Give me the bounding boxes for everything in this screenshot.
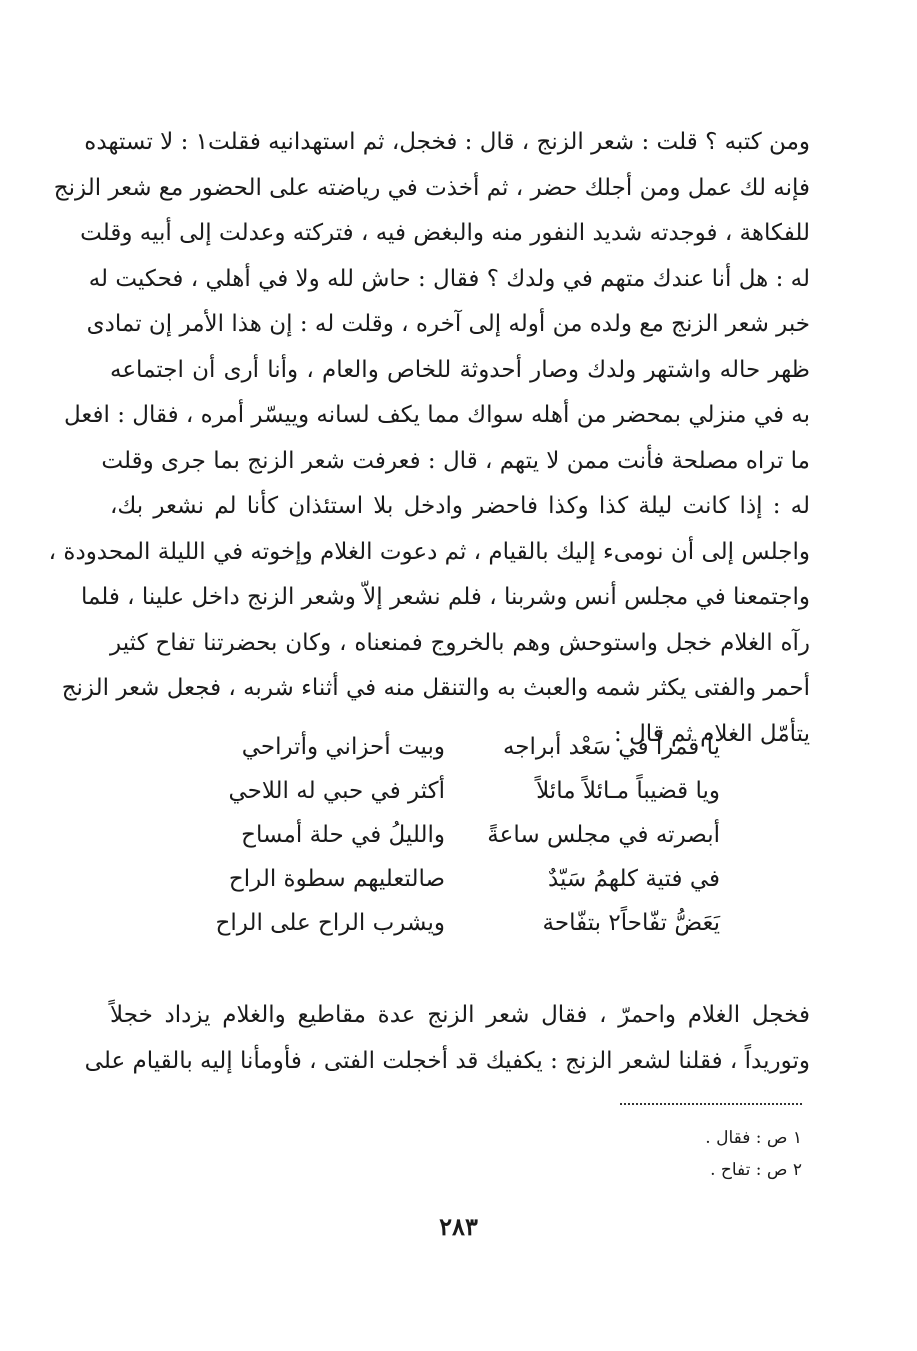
- text-line: أحمر والفتى يكثر شمه والعبث به والتنقل منه في أثناء شربه ، فجعل شعر الزنج: [61, 675, 810, 701]
- closing-paragraph: [84, 993, 810, 1084]
- poem-verse: [200, 901, 720, 945]
- poem-verse: [200, 725, 720, 769]
- text-line: به في منزلي بمحضر من أهله سواك مما يكف لسانه وييسّر أمره ، فقال : افعل: [64, 402, 810, 428]
- text-line: رآه الغلام خجل واستوحش وهم بالخروج فمنعناه ، وكان بحضرتنا تفاح كثير: [110, 629, 810, 656]
- poem-verse: [200, 813, 720, 857]
- text-line: ما تراه مصلحة فأنت ممن لا يتهم ، قال : فعرفت شعر الزنج بما جرى وقلت: [101, 447, 810, 474]
- text-line: خبر شعر الزنج مع ولده من أوله إلى آخره ، وقلت له : إن هذا الأمر إن تمادى: [86, 311, 810, 337]
- poem-verse: [200, 769, 720, 813]
- second-hemistich: أكثر في حبي له اللاحي: [228, 778, 445, 804]
- footnotes: [500, 1122, 802, 1186]
- text-line: واجتمعنا في مجلس أنس وشربنا ، فلم نشعر إلاّ وشعر الزنج داخل علينا ، فلما: [80, 584, 810, 610]
- footnote-separator: [620, 1103, 802, 1105]
- second-hemistich: ويشرب الراح على الراح: [215, 910, 445, 936]
- page-number: ٢٨٣: [439, 1212, 478, 1241]
- second-hemistich: والليلُ في حلة أمساح: [241, 822, 445, 848]
- text-line: له : هل أنا عندك متهم في ولدك ؟ فقال : حاش لله ولا في أهلي ، فحكيت له: [88, 265, 810, 292]
- first-hemistich: ويا قضيباً مـائلاً مائلاً: [536, 778, 720, 804]
- text-line: ومن كتبه ؟ قلت : شعر الزنج ، قال : فخجل، ثم استهدانيه فقلت١ : لا تستهده: [84, 129, 810, 155]
- main-paragraph: [48, 120, 810, 757]
- text-line: له : إذا كانت ليلة كذا وكذا فاحضر وادخل بلا استئذان كأنا لم نشعر بك،: [110, 493, 810, 519]
- text-line: فإنه لك عمل ومن أجلك حضر ، ثم أخذت في رياضته على الحضور مع شعر الزنج: [53, 174, 810, 201]
- first-hemistich: يا قمراً في سَعْد أبراجه: [502, 734, 720, 760]
- text-line: ظهر حاله واشتهر ولدك وصار أحدوثة للخاص والعام ، وأنا أرى أن اجتماعه: [110, 356, 810, 383]
- text-line: للفكاهة ، فوجدته شديد النفور منه والبغض فيه ، فتركته وعدلت إلى أبيه وقلت: [80, 220, 810, 246]
- poem: [200, 725, 720, 945]
- second-hemistich: صالتعليهم سطوة الراح: [228, 866, 445, 892]
- text-line: وتوريداً ، فقلنا لشعر الزنج : يكفيك قد أخجلت الفتى ، فأومأنا إليه بالقيام على: [84, 1047, 810, 1074]
- first-hemistich: في فتية كلهمُ سَيّدٌ: [547, 866, 720, 892]
- text-line: فخجل الغلام واحمرّ ، فقال شعر الزنج عدة مقاطيع والغلام يزداد خجلاً: [110, 1002, 810, 1028]
- footnote: ٢ ص : تفاح .: [710, 1160, 802, 1180]
- text-line: واجلس إلى أن نومىء إليك بالقيام ، ثم دعوت الغلام وإخوته في الليلة المحدودة ،: [48, 538, 810, 565]
- first-hemistich: يَعَضُّ تفّاحاً٢ بتفّاحة: [542, 910, 720, 936]
- second-hemistich: وبيت أحزاني وأتراحي: [241, 734, 445, 760]
- footnote: ١ ص : فقال .: [705, 1128, 802, 1148]
- first-hemistich: أبصرته في مجلس ساعةً: [487, 822, 720, 848]
- poem-verse: [200, 857, 720, 901]
- text-line: يتأمّل الغلام ثم قال :: [614, 720, 810, 747]
